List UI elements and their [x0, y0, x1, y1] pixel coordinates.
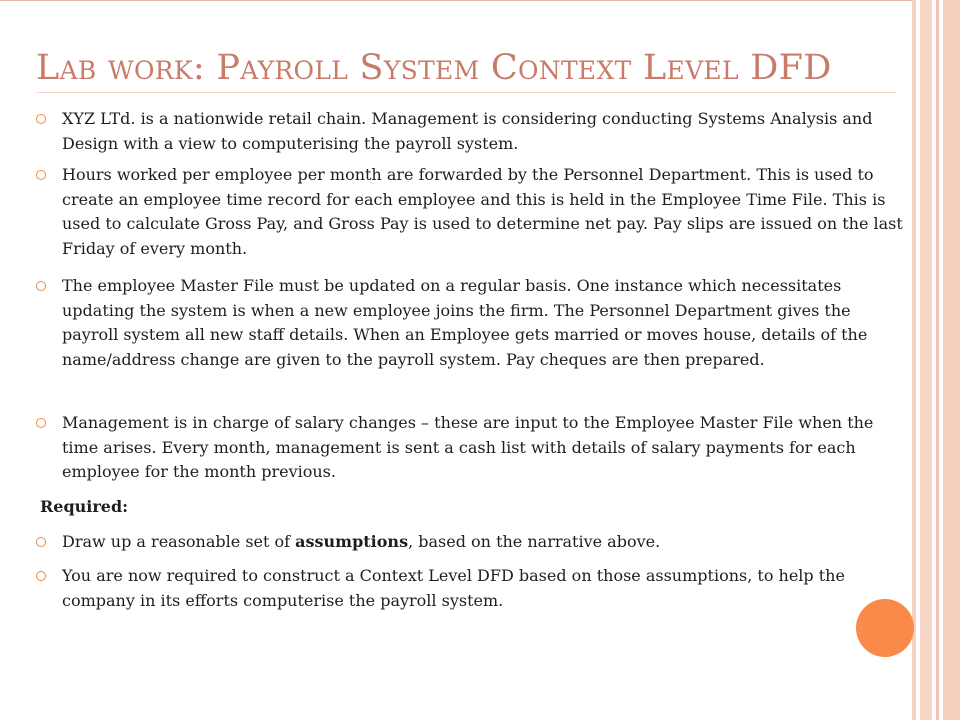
bullet-circle-icon — [36, 537, 46, 547]
required-heading: Required: — [40, 497, 129, 516]
decorative-stripes — [912, 0, 960, 720]
title-divider — [36, 92, 896, 93]
slide-title: Lab work: Payroll System Context Level DFD — [36, 48, 832, 88]
task-item-2 — [62, 564, 912, 613]
bullet-text: Hours worked per employee per month are forwarded by the Personnel Department. This is used to create an employee time record for each employee and this is held in the Employee Time File. This is used to calculate Gross Pay, and Gross Pay is used to determine net pay. Pay slips are issued on the last Friday of every month. — [62, 165, 903, 258]
bullet-circle-icon — [36, 114, 46, 124]
bullet-text: XYZ LTd. is a nationwide retail chain. Management is considering conducting Systems Analysis and Design with a view to computerising the payroll system. — [62, 109, 873, 153]
task-text-bold: assumptions — [295, 532, 409, 551]
task-text-after: , based on the narrative above. — [408, 532, 661, 551]
bullet-item-1 — [62, 107, 912, 156]
bullet-item-4 — [62, 411, 912, 485]
bullet-circle-icon — [36, 170, 46, 180]
bullet-text: The employee Master File must be updated on a regular basis. One instance which necessitates updating the system is when a new employee joins the firm. The Personnel Department gives the payroll system all new staff details. When an Employee gets married or moves house, details of the name/address change are given to the payroll system. Pay cheques are then prepared. — [62, 276, 868, 369]
bullet-item-3 — [62, 274, 912, 372]
decorative-orange-circle — [856, 599, 914, 657]
task-item-1 — [62, 530, 912, 555]
bullet-circle-icon — [36, 571, 46, 581]
bullet-item-2 — [62, 163, 912, 261]
bullet-text: Management is in charge of salary changes – these are input to the Employee Master File when the time arises. Every month, management is sent a cash list with details of salary payments for each employee for the month previous. — [62, 413, 874, 481]
frame-top-border — [0, 0, 912, 1]
bullet-circle-icon — [36, 418, 46, 428]
task-text: You are now required to construct a Context Level DFD based on those assumptions, to help the company in its efforts computerise the payroll system. — [62, 566, 845, 610]
task-text-before: Draw up a reasonable set of — [62, 532, 296, 551]
bullet-circle-icon — [36, 281, 46, 291]
